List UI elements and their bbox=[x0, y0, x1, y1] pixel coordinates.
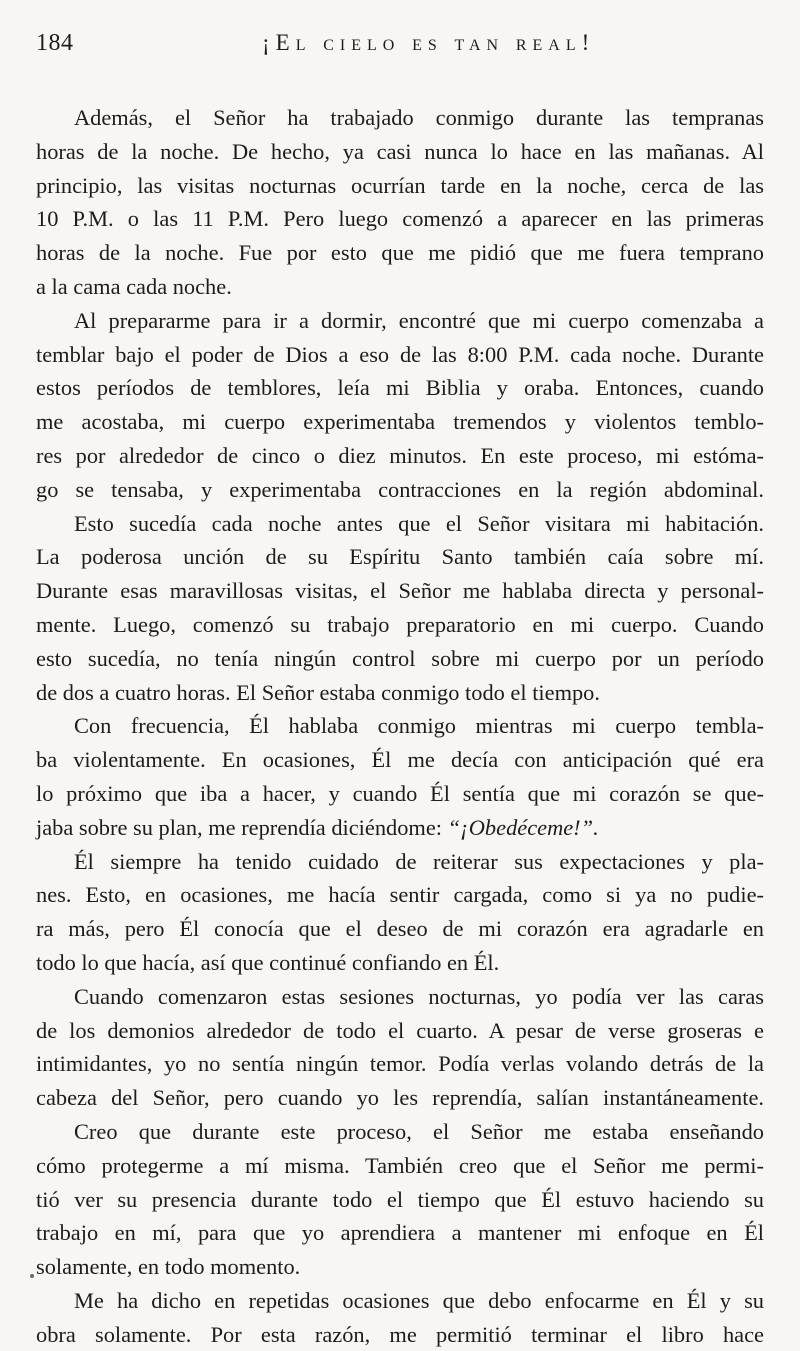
text-line: go se tensaba, y experimentaba contracciones en la región abdominal. bbox=[36, 476, 764, 502]
text-line: Él siempre ha tenido cuidado de reiterar sus expectaciones y pla- bbox=[74, 848, 764, 874]
paragraph bbox=[36, 304, 764, 507]
text-line: lo próximo que iba a hacer, y cuando Él sentía que mi corazón se que- bbox=[36, 780, 764, 806]
running-head: ¡El cielo es tan real! bbox=[262, 30, 596, 55]
text-line: tió ver su presencia durante todo el tiempo que Él estuvo haciendo su bbox=[36, 1186, 764, 1212]
text-line: a la cama cada noche. bbox=[36, 273, 232, 299]
text-line: horas de la noche. Fue por esto que me pidió que me fuera temprano bbox=[36, 240, 764, 266]
italic-quote: “¡Obedéceme!”. bbox=[447, 814, 599, 840]
text-line: Durante esas maravillosas visitas, el Señor me hablaba directa y personal- bbox=[36, 578, 764, 604]
text-line: Me ha dicho en repetidas ocasiones que debo enfocarme en Él y su bbox=[74, 1287, 764, 1313]
text-line: Esto sucedía cada noche antes que el Señor visitara mi habitación. bbox=[74, 510, 764, 536]
paragraph bbox=[36, 507, 764, 710]
text-line: nes. Esto, en ocasiones, me hacía sentir cargada, como si ya no pudie- bbox=[36, 882, 764, 908]
text-line: Cuando comenzaron estas sesiones nocturnas, yo podía ver las caras bbox=[74, 983, 764, 1009]
text-line: esto sucedía, no tenía ningún control sobre mi cuerpo por un período bbox=[36, 645, 764, 671]
paragraph bbox=[36, 845, 764, 980]
text-line: principio, las visitas nocturnas ocurrían tarde en la noche, cerca de las bbox=[36, 172, 764, 198]
text-line: intimidantes, yo no sentía ningún temor. Podía verlas volando detrás de la bbox=[36, 1051, 764, 1077]
text-line: estos períodos de temblores, leía mi Biblia y oraba. Entonces, cuando bbox=[36, 375, 764, 401]
page-number: 184 bbox=[36, 30, 74, 56]
text-line: temblar bajo el poder de Dios a eso de las 8:00 P.M. cada noche. Durante bbox=[36, 341, 764, 367]
text-line bbox=[36, 811, 764, 845]
text-line: cómo protegerme a mí misma. También creo que el Señor me permi- bbox=[36, 1152, 764, 1178]
text-line: todo lo que hacía, así que continué confiando en Él. bbox=[36, 949, 500, 975]
text-line: res por alrededor de cinco o diez minutos. En este proceso, mi estóma- bbox=[36, 442, 764, 468]
page-header bbox=[36, 30, 760, 64]
text-line: Al prepararme para ir a dormir, encontré que mi cuerpo comenzaba a bbox=[74, 307, 764, 333]
ink-speck bbox=[30, 1274, 34, 1278]
text-line: de los demonios alrededor de todo el cuarto. A pesar de verse groseras e bbox=[36, 1017, 764, 1043]
text-line: ba violentamente. En ocasiones, Él me decía con anticipación qué era bbox=[36, 747, 764, 773]
text-line-start: jaba sobre su plan, me reprendía diciéndome: bbox=[36, 814, 448, 840]
paragraph bbox=[36, 101, 764, 304]
text-line: me acostaba, mi cuerpo experimentaba tremendos y violentos temblo- bbox=[36, 409, 764, 435]
paragraph bbox=[36, 1284, 764, 1351]
text-line: Además, el Señor ha trabajado conmigo durante las tempranas bbox=[74, 105, 764, 130]
text-line: Creo que durante este proceso, el Señor me estaba enseñando bbox=[74, 1118, 764, 1144]
text-line: solamente, en todo momento. bbox=[36, 1254, 301, 1280]
text-line: ra más, pero Él conocía que el deseo de mi corazón era agradarle en bbox=[36, 916, 764, 942]
text-line: horas de la noche. De hecho, ya casi nunca lo hace en las mañanas. Al bbox=[36, 138, 764, 164]
paragraph bbox=[36, 709, 764, 844]
text-line: cabeza del Señor, pero cuando yo les reprendía, salían instantáneamente. bbox=[36, 1085, 764, 1111]
text-line: Con frecuencia, Él hablaba conmigo mientras mi cuerpo tembla- bbox=[74, 713, 764, 739]
paragraph bbox=[36, 1115, 764, 1284]
text-line: 10 P.M. o las 11 P.M. Pero luego comenzó a aparecer en las primeras bbox=[36, 206, 764, 232]
text-line: trabajo en mí, para que yo aprendiera a mantener mi enfoque en Él bbox=[36, 1220, 764, 1246]
text-line: de dos a cuatro horas. El Señor estaba conmigo todo el tiempo. bbox=[36, 679, 600, 705]
text-line: La poderosa unción de su Espíritu Santo también caía sobre mí. bbox=[36, 544, 764, 570]
text-line: mente. Luego, comenzó su trabajo preparatorio en mi cuerpo. Cuando bbox=[36, 611, 764, 637]
body-text bbox=[36, 101, 764, 1351]
paragraph bbox=[36, 980, 764, 1115]
text-line: obra solamente. Por esta razón, me permitió terminar el libro hace bbox=[36, 1321, 764, 1347]
